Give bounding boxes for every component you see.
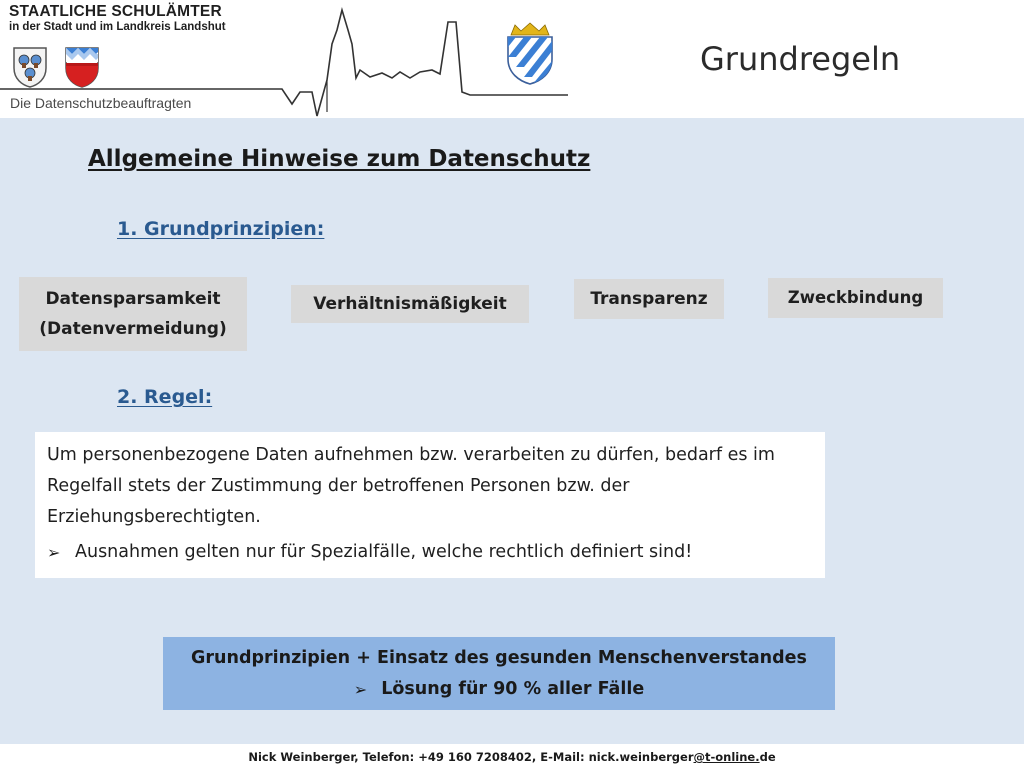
summary-bullet-text: Lösung für 90 % aller Fälle <box>381 679 645 699</box>
principle-label: Datensparsamkeit <box>45 289 221 309</box>
principle-label: Transparenz <box>590 289 708 309</box>
footer-contact-text: Nick Weinberger, Telefon: +49 160 7208402, E-Mail: nick.weinberger <box>248 750 694 764</box>
summary-box <box>163 637 835 710</box>
principle-box-transparency <box>574 279 724 319</box>
section-heading-rule: 2. Regel: <box>117 386 213 408</box>
summary-bullet <box>163 674 835 705</box>
bavaria-coat-of-arms-icon <box>505 21 555 85</box>
rule-text: Um personenbezogene Daten aufnehmen bzw. verarbeiten zu dürfen, bedarf es im Regelfall stets der Zustimmung der betroffenen Personen bzw. der Erziehungsberechtigten. <box>47 445 775 527</box>
slide-title: Grundregeln <box>700 40 901 78</box>
principle-sublabel: (Datenvermeidung) <box>39 319 227 339</box>
email-link[interactable]: @t-online. <box>693 750 760 764</box>
footer <box>0 744 1024 768</box>
rule-bullet <box>47 537 813 568</box>
main-heading: Allgemeine Hinweise zum Datenschutz <box>88 146 591 172</box>
principle-box-proportionality <box>291 285 529 323</box>
principle-label: Zweckbindung <box>787 288 924 307</box>
section-heading-principles: 1. Grundprinzipien: <box>117 218 325 240</box>
summary-line: Grundprinzipien + Einsatz des gesunden Menschenverstandes <box>191 648 807 668</box>
rule-box <box>35 432 825 578</box>
arrow-bullet-icon: ➢ <box>353 680 368 699</box>
principle-box-purpose-limitation <box>768 278 943 318</box>
org-subtitle: in der Stadt und im Landkreis Landshut <box>9 21 226 33</box>
rule-bullet-text: Ausnahmen gelten nur für Spezialfälle, welche rechtlich definiert sind! <box>75 542 693 562</box>
org-title: STAATLICHE SCHULÄMTER <box>9 3 222 20</box>
slide-content <box>0 118 1024 744</box>
header <box>0 0 1024 118</box>
principle-label: Verhältnismäßigkeit <box>313 294 507 314</box>
arrow-bullet-icon: ➢ <box>47 543 61 562</box>
footer-contact-suffix: de <box>759 750 776 764</box>
principle-box-data-minimization <box>19 277 247 351</box>
department-label: Die Datenschutzbeauftragten <box>10 95 192 111</box>
